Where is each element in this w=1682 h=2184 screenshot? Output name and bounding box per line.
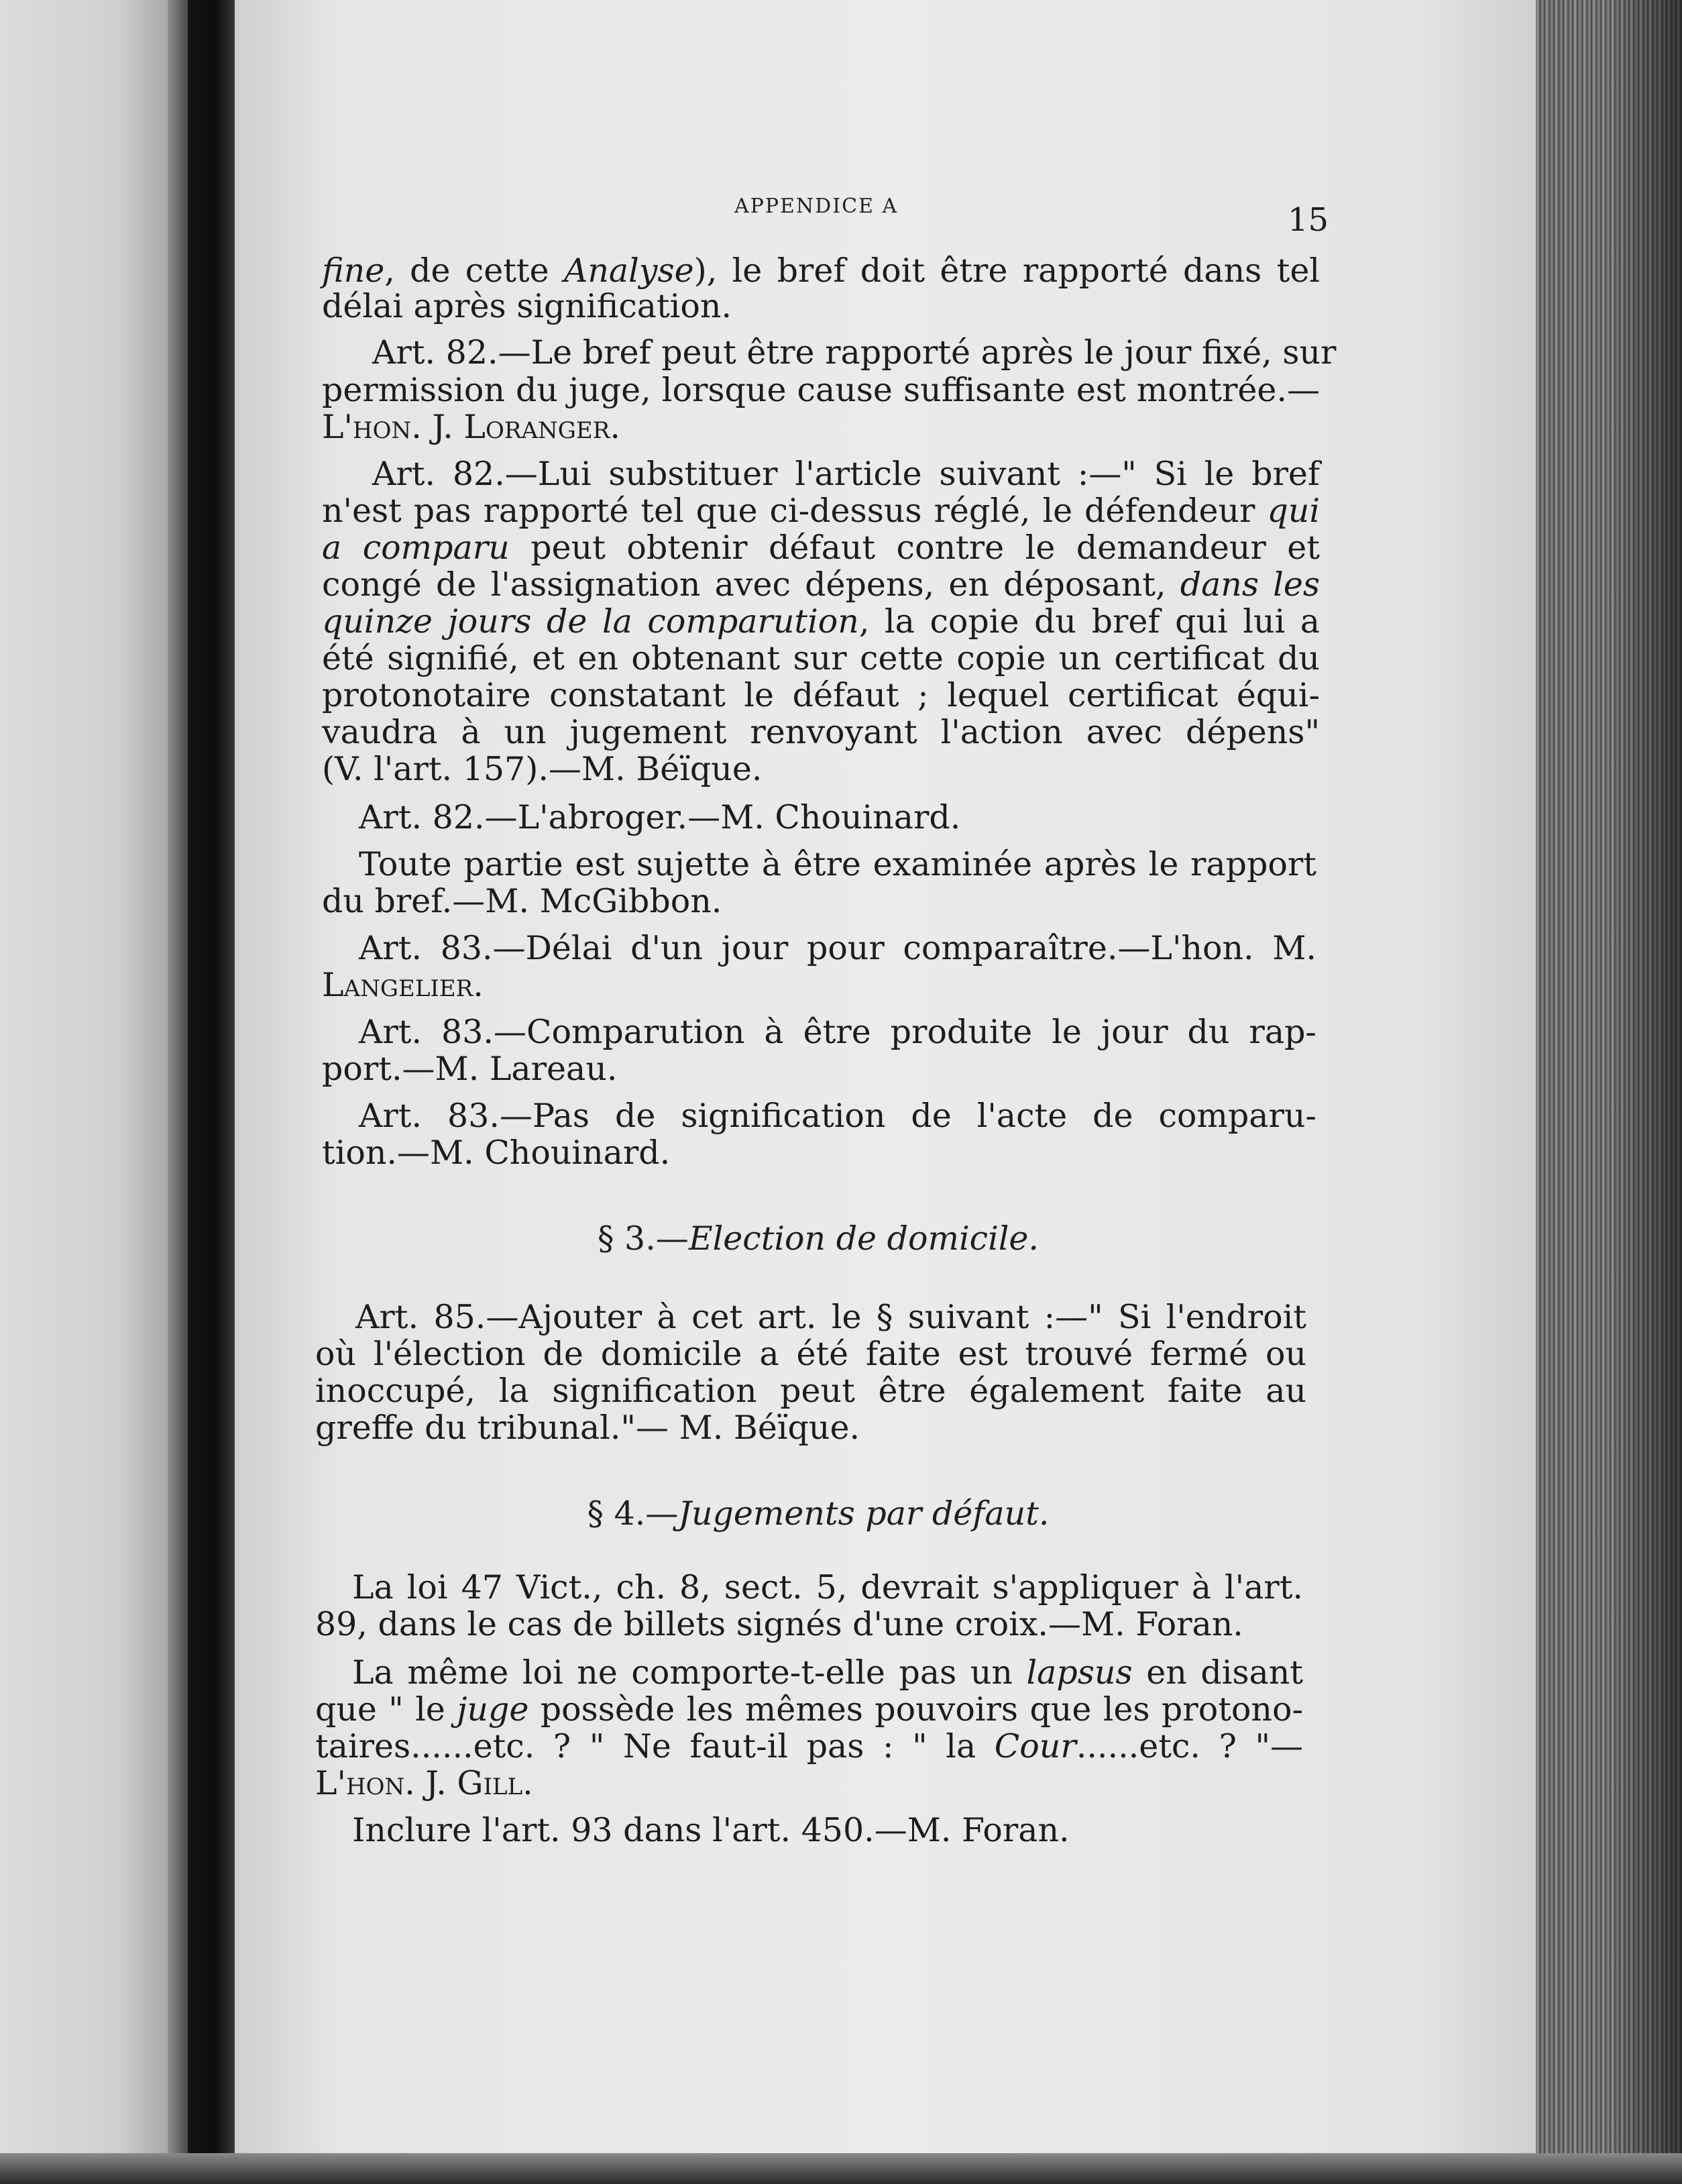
text-line: permission du juge, lorsque cause suffisante est montrée.— <box>322 371 1320 409</box>
text-line: Art. 83.—Comparution à être produite le jour du rap- <box>359 1013 1316 1051</box>
section-heading: § 4.—Jugements par défaut. <box>587 1494 1050 1533</box>
text-line: Art. 82.—L'abroger.—M. Chouinard. <box>359 798 961 836</box>
text-line: quinze jours de la comparution, la copie du bref qui lui a <box>322 602 1321 641</box>
text-line: inoccupé, la signification peut être également faite au <box>315 1372 1306 1410</box>
text-line: La loi 47 Vict., ch. 8, sect. 5, devrait s'appliquer à l'art. <box>352 1568 1303 1606</box>
text-line: a comparu peut obtenir défaut contre le demandeur et <box>322 529 1320 567</box>
text-line: taires......etc. ? " Ne faut-il pas : " la Cour......etc. ? "— <box>315 1727 1304 1765</box>
text-line: que " le juge possède les mêmes pouvoirs que les protono- <box>315 1690 1304 1729</box>
text-line: Art. 83.—Pas de signification de l'acte de comparu- <box>359 1097 1316 1135</box>
text-line: Art. 82.—Lui substituer l'article suivant :—" Si le bref <box>372 455 1320 493</box>
page-block-shadow <box>1610 0 1682 2184</box>
text-line: Art. 82.—Le bref peut être rapporté après le jour fixé, sur <box>372 333 1337 372</box>
text-line: où l'élection de domicile a été faite est trouvé fermé ou <box>315 1335 1306 1373</box>
text-line: du bref.—M. McGibbon. <box>322 882 722 920</box>
text-line: Inclure l'art. 93 dans l'art. 450.—M. Foran. <box>352 1811 1070 1849</box>
text-line: Art. 83.—Délai d'un jour pour comparaître.—L'hon. M. <box>359 929 1316 967</box>
left-page <box>0 0 168 2184</box>
text-line: congé de l'assignation avec dépens, en déposant, dans les <box>322 565 1320 604</box>
book-gutter <box>188 0 235 2184</box>
text-line: L'hon. J. Loranger. <box>322 408 620 446</box>
text-line: Langelier. <box>322 966 484 1004</box>
text-line: été signifié, et en obtenant sur cette copie un certificat du <box>322 639 1320 677</box>
section-heading: § 3.—Election de domicile. <box>597 1219 1039 1258</box>
text-line: vaudra à un jugement renvoyant l'action avec dépens" <box>322 713 1320 751</box>
scan-bottom-edge <box>0 2153 1682 2184</box>
text-line: greffe du tribunal."— M. Béïque. <box>315 1409 860 1447</box>
page-number: 15 <box>1288 201 1329 239</box>
text-line: port.—M. Lareau. <box>322 1050 618 1088</box>
text-line: n'est pas rapporté tel que ci-dessus réglé, le défendeur qui <box>322 492 1320 530</box>
text-line: La même loi ne comporte-t-elle pas un lapsus en disant <box>352 1653 1303 1692</box>
text-line: délai après signification. <box>322 287 732 325</box>
text-line: Toute partie est sujette à être examinée après le rapport <box>359 845 1316 883</box>
text-line: Art. 85.—Ajouter à cet art. le § suivant :—" Si l'endroit <box>355 1298 1306 1336</box>
text-line: fine, de cette Analyse), le bref doit être rapporté dans tel <box>322 252 1320 290</box>
text-line: protonotaire constatant le défaut ; lequel certificat équi- <box>322 676 1320 714</box>
text-line: tion.—M. Chouinard. <box>322 1134 671 1172</box>
text-line: (V. l'art. 157).—M. Béïque. <box>322 750 763 788</box>
text-line: L'hon. J. Gill. <box>315 1764 533 1802</box>
text-line: 89, dans le cas de billets signés d'une croix.—M. Foran. <box>315 1605 1243 1643</box>
gutter-shadow <box>168 0 188 2184</box>
running-head: APPENDICE A <box>734 195 899 218</box>
